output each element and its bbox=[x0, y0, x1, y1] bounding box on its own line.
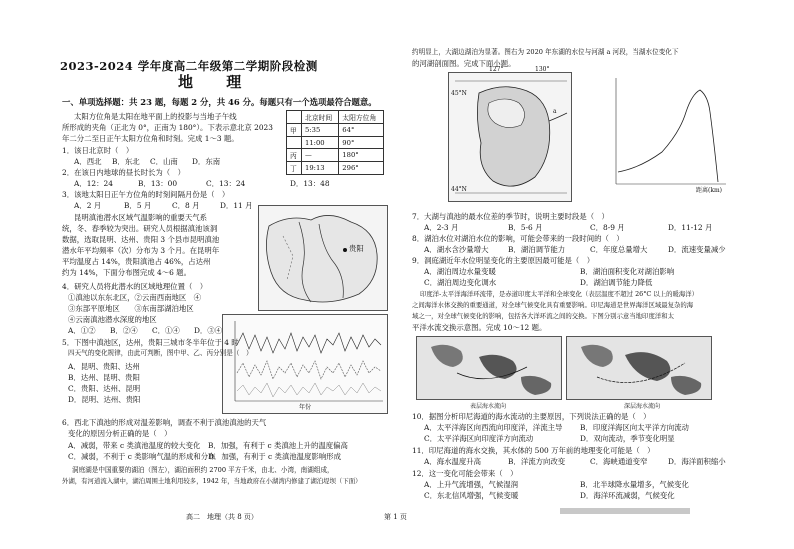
q1-option: C．山南 bbox=[150, 157, 178, 166]
table-cell: 19:13 bbox=[302, 162, 339, 175]
q4-line: ①滇池以东东北区，②云南西南地区 ④ bbox=[68, 293, 202, 302]
chart-graphic bbox=[223, 315, 387, 413]
table-cell: 11:00 bbox=[302, 137, 339, 149]
q9-option: B．湖泊面积变化对湖泊影响 bbox=[580, 267, 675, 276]
q4-line: ④云南滇池潜水深度的地区 bbox=[68, 315, 157, 324]
q3-option: A．2 月 bbox=[74, 201, 102, 210]
profile-axis-label: 距离(km) bbox=[696, 187, 723, 194]
q6-stem: 6．西北下滇池的形成对温差影响，调查不利于滇池滇池的天气 bbox=[62, 418, 267, 427]
ocean-map-left-graphic bbox=[417, 337, 561, 399]
q7-option: A．2-3 月 bbox=[424, 223, 459, 232]
q12-option: A．上升气流增强，气候湿润 bbox=[424, 480, 519, 489]
q6-option: C．减弱，不利于 c 类影响气温的形成和分布 bbox=[68, 452, 216, 461]
legend-item: 深层海水流向 bbox=[624, 403, 661, 410]
table-cell: 丙 bbox=[287, 149, 302, 162]
weather-frequency-chart bbox=[222, 314, 388, 414]
legend-item: 表层海水流向 bbox=[470, 403, 507, 410]
lake-map-figure bbox=[448, 66, 572, 202]
q9-option: C．湖泊周边变化调水 bbox=[424, 278, 497, 287]
q9-option: D．湖泊调节能力降低 bbox=[580, 278, 653, 287]
passage4-line: 域之一，对全球气候变化的影响，包括各大洋环流之间的交换。下图分别示意当地印度洋和太 bbox=[412, 312, 675, 320]
exam-title: 2023-2024 学年度高二年级第二学期阶段检测 bbox=[60, 59, 318, 73]
q10-option: C．太平洋海区向印度洋方向流动 bbox=[424, 434, 534, 443]
q1-option: D．东南 bbox=[192, 157, 221, 166]
table-cell: 5:35 bbox=[302, 124, 339, 137]
table-cell: 296° bbox=[339, 162, 384, 175]
ocean-map-right bbox=[566, 336, 712, 400]
passage4-line: 之间海洋水体交换的重要通道，对全球气候变化具有重要影响。印尼海道是世界海洋区域最复杂的海 bbox=[412, 301, 694, 309]
q3-stem: 3．该地太阳日正午方位角的时刻间隔月份是（ ） bbox=[62, 190, 230, 199]
q10-option: A．太平洋海区向西流向印度洋，洋流主导 bbox=[424, 423, 563, 432]
q5-option: C．贵阳、达州、昆明 bbox=[68, 384, 141, 393]
q7-stem: 7．大湖与滇池的最水位差的季节时，说明主要时段是（ ） bbox=[412, 212, 609, 221]
passage3-line: 外湖，有河道流入湖中，湖泊周围土地利用较多，1942 年，当地政府在小湖湾内修建了湖泊堤坝（下面） bbox=[62, 477, 362, 485]
passage2-line: 潜水年平均频率（次）分布为 3 个月。在昆明年 bbox=[62, 246, 220, 255]
subject-title: 地 理 bbox=[178, 73, 256, 91]
q5-option: A．昆明、贵阳、达州 bbox=[68, 362, 140, 371]
q12-option: C．东北信风增强，气候变暖 bbox=[424, 491, 519, 500]
q5-option: B．达州、昆明、贵阳 bbox=[68, 373, 140, 382]
passage2-line: 约为 14%，下面分布图完成 4～6 题。 bbox=[62, 268, 191, 277]
passage4-line: 印度洋-太平洋海洋环流带，是赤道印度太平洋和全球变化（表层温度不超过 26°C 以上的暖海洋） bbox=[420, 290, 699, 298]
q7-option: D．11-12 月 bbox=[668, 223, 713, 232]
table-header: 北京时间 bbox=[302, 111, 339, 124]
q8-option: B．湖泊调节能力 bbox=[508, 245, 566, 254]
q4-line: ③东部平原地区 ③东南部湖泊地区 bbox=[68, 304, 194, 313]
q6-line: 变化的原因分析正确的是（ ） bbox=[68, 429, 172, 438]
q8-option: A．湖水含沙量增大 bbox=[424, 245, 489, 254]
map-lat-label: 44°N bbox=[451, 186, 467, 193]
table-cell: 64° bbox=[339, 124, 384, 137]
passage2-line: 数据，选取昆明、达州、贵阳 3 个县市昆明滇池 bbox=[62, 235, 220, 244]
map-graphic bbox=[259, 206, 387, 310]
q4-option: D．③④ bbox=[194, 326, 223, 335]
q3-option: C．8 月 bbox=[172, 201, 200, 210]
q9-stem: 9．洞庭湖近年水位明显变化的主要原因最可能是（ ） bbox=[412, 256, 595, 265]
q3-option: D．11 月 bbox=[220, 201, 253, 210]
q12-stem: 12．这一变化可能会带来（ ） bbox=[412, 469, 518, 478]
map-city-label: 贵阳 bbox=[349, 244, 364, 253]
q8-option: C．年度总量增大 bbox=[590, 245, 648, 254]
passage2-line: 统，冬、春季较为突出。研究人员根据滇池该洞 bbox=[62, 224, 218, 233]
q11-option: D．海洋面积缩小 bbox=[668, 457, 726, 466]
passage1-line: 年二分二至日正午太阳方位角和时刻。完成 1～3 题。 bbox=[62, 134, 239, 143]
q2-option: D．13：48 bbox=[290, 179, 330, 188]
q2-stem: 2．在该日内地球的昼长时长为（ ） bbox=[62, 168, 185, 177]
table-cell: 90° bbox=[339, 137, 384, 149]
footer-bar bbox=[560, 508, 690, 514]
profile-graphic bbox=[610, 72, 730, 200]
table-cell: — bbox=[302, 149, 339, 162]
q8-option: D．流速变量减少 bbox=[668, 245, 726, 254]
q5-line: 四天气的变化规律，由此可判断，图中甲、乙、丙分别是（ ） bbox=[68, 349, 253, 357]
water-level-profile bbox=[610, 72, 730, 200]
table-cell bbox=[287, 137, 302, 149]
q2-option: B．13：00 bbox=[138, 179, 178, 188]
table-cell: 甲 bbox=[287, 124, 302, 137]
q1-option: A．西北 bbox=[74, 157, 102, 166]
q6-option: A．减弱，带来 c 类滇池温度的较大变化 bbox=[68, 441, 201, 450]
q5-option: D．昆明、达州、贵阳 bbox=[68, 395, 141, 404]
q12-option: D．海洋环流减弱，气候变化 bbox=[580, 491, 675, 500]
q6-option: D．加强，有利于 c 类滇池温度影响形成 bbox=[208, 452, 342, 461]
table-header bbox=[287, 111, 302, 124]
q5-stem: 5．下图中滇池区，达州，贵阳三城市冬半年位于 4 时 bbox=[62, 338, 239, 347]
q4-option: C．①④ bbox=[152, 326, 180, 335]
map-lon-label: 130° bbox=[535, 66, 550, 73]
q2-option: C．13：24 bbox=[206, 179, 246, 188]
sun-azimuth-table bbox=[286, 110, 384, 175]
map-river-label: a bbox=[553, 108, 557, 115]
right-passage-line: 约明显上，大湖边湖泊为显著。图右为 2020 年东湖的水位与河湖 a 河段，当湖水位变化下 bbox=[412, 48, 679, 56]
q10-option: D．双向流动，季节变化明显 bbox=[580, 434, 675, 443]
table-cell: 丁 bbox=[287, 162, 302, 175]
passage1-line: 太阳方位角是太阳在地平面上的投影与当地子午线 bbox=[74, 112, 237, 121]
q7-option: B．5-6 月 bbox=[508, 223, 543, 232]
yunnan-map-figure bbox=[258, 205, 388, 311]
ocean-map-right-graphic bbox=[567, 337, 711, 399]
q11-option: A．海水温度升高 bbox=[424, 457, 482, 466]
q4-option: A．①② bbox=[68, 326, 96, 335]
map-lat-label: 45°N bbox=[451, 90, 467, 97]
page-footer-center: 第 1 页 bbox=[384, 513, 407, 521]
q6-option: B．加强，有利于 c 类滇池上升的温度偏高 bbox=[208, 441, 348, 450]
passage2-line: 昆明滇池潜水区域气温影响的重要天气系 bbox=[74, 213, 208, 222]
q2-option: A．12：24 bbox=[74, 179, 113, 188]
table-header: 太阳方位角 bbox=[339, 111, 384, 124]
q12-option: B．北半球降水量增多，气候变化 bbox=[580, 480, 689, 489]
q10-option: B．印度洋海区向太平洋方向流动 bbox=[580, 423, 689, 432]
q4-stem: 4．研究人员将此潜水的区域地理位置（ ） bbox=[62, 282, 208, 291]
page-footer-left: 高二 地理（共 8 页） bbox=[186, 513, 258, 521]
right-passage-line: 的河湖剖面图。完成下面小题。 bbox=[412, 59, 516, 68]
q8-stem: 8．湖泊水位对湖泊水位的影响，可能会带来的一段时间的（ ） bbox=[412, 234, 624, 243]
q11-stem: 11．印尼海道的海水交换，其水体的 500 万年前的地理变化可能是（ ） bbox=[412, 446, 655, 455]
q3-option: B．5 月 bbox=[124, 201, 152, 210]
passage3-line: 洞庭湖是中国重要的湖泊（图左），湖泊面积约 2700 平方千米，由北、小湾，南湖组成， bbox=[72, 466, 334, 474]
passage2-line: 平均温度占 14%，贵阳滇池占 46%，占达州 bbox=[62, 257, 211, 266]
table-cell: 180° bbox=[339, 149, 384, 162]
passage1-line: 所形成的夹角（正北为 0°，正南为 180°）。下表示意北京 2023 bbox=[62, 123, 273, 132]
ocean-map-left bbox=[416, 336, 562, 400]
q4-option: B．②④ bbox=[110, 326, 138, 335]
section-heading: 一、单项选择题：共 23 题，每题 2 分，共 46 分。每题只有一个选项最符合题意。 bbox=[62, 97, 377, 107]
q11-option: C．海峡通道变窄 bbox=[590, 457, 648, 466]
passage4-line: 平洋水流交换示意图。完成 10～12 题。 bbox=[412, 323, 547, 332]
q1-stem: 1．该日北京时（ ） bbox=[62, 146, 134, 155]
q7-option: C．8-9 月 bbox=[590, 223, 625, 232]
q10-stem: 10．据图分析印尼海道的海水流动的主要原因，下列说法正确的是（ ） bbox=[412, 412, 651, 421]
q9-option: A．湖泊周边水量变暖 bbox=[424, 267, 496, 276]
q1-option: B．东北 bbox=[112, 157, 140, 166]
q11-option: B．洋流方向改变 bbox=[508, 457, 566, 466]
lake-map-graphic bbox=[449, 73, 571, 201]
chart-x-label: 年份 bbox=[299, 404, 312, 411]
map-lon-label: 127° bbox=[489, 66, 504, 73]
